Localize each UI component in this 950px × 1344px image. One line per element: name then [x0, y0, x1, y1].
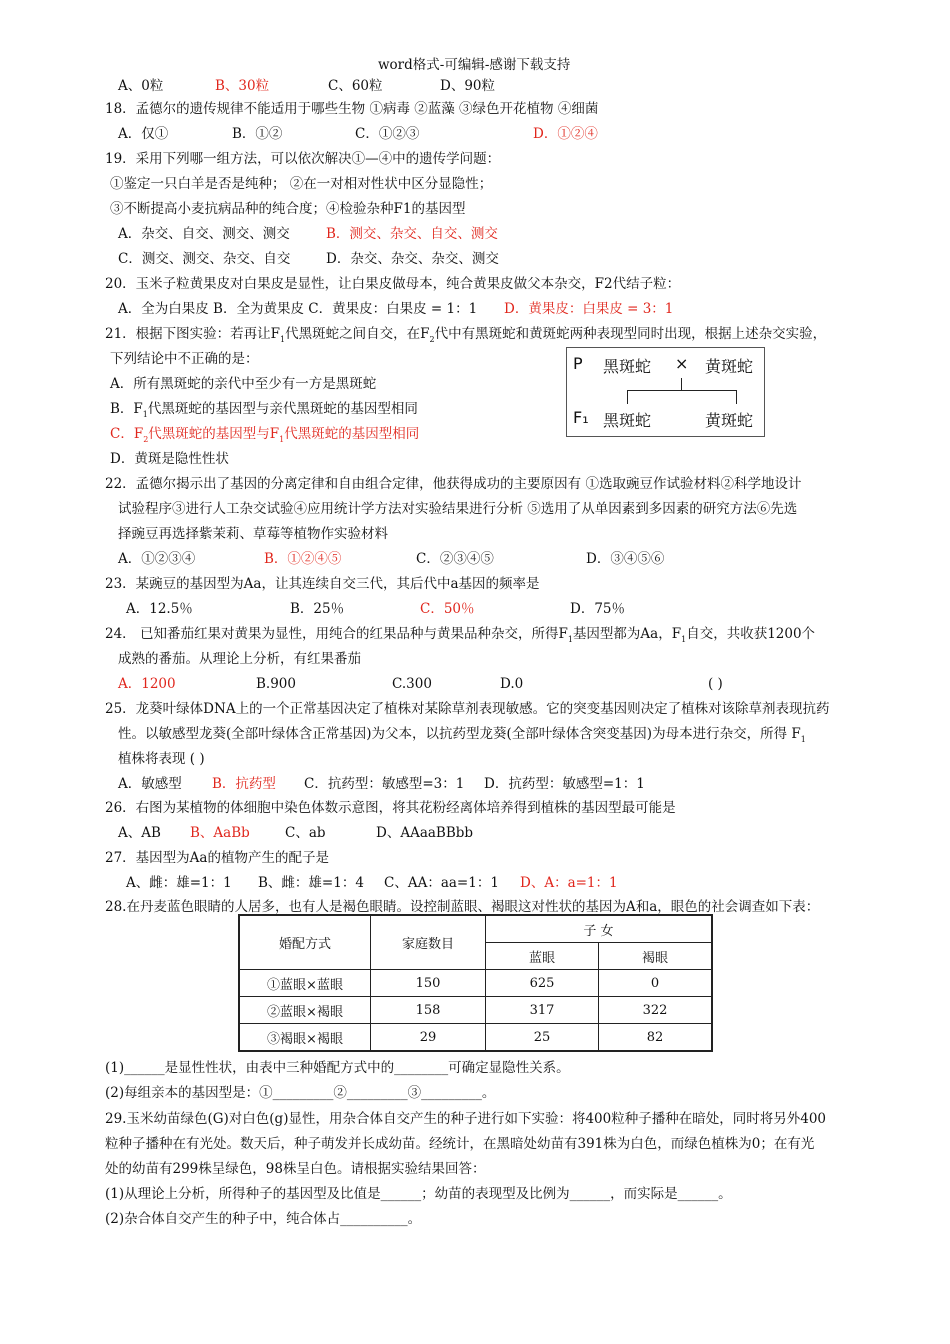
header-mating: 婚配方式	[239, 915, 371, 970]
table-row	[239, 970, 712, 997]
q18-option-c: C．①②③	[355, 126, 420, 142]
q24-option-a: A．1200	[118, 676, 176, 692]
q29-subquestion-2: (2)杂合体自交产生的种子中，纯合体占__________。	[105, 1211, 422, 1227]
q19-stem: 19．采用下列哪一组方法，可以依次解决①—④中的遗传学问题：	[105, 151, 501, 167]
q18-option-a: A．仅①	[118, 126, 169, 142]
q25-stem-3: 植株将表现 ( )	[118, 751, 205, 767]
q22-stem-2: 试验程序③进行人工杂交试验④应用统计学方法对实验结果进行分析 ⑤选用了从单因素到多因素的研究方法⑥先选	[118, 501, 798, 517]
table-row	[239, 1024, 712, 1052]
q18-option-b: B．①②	[232, 126, 283, 142]
header-families: 家庭数目	[371, 915, 486, 970]
q29-subquestion-1: (1)从理论上分析，所得种子的基因型及比值是______；幼苗的表现型及比例为______，而实际是______。	[105, 1186, 732, 1202]
cross-line-vertical	[681, 378, 682, 390]
q26-stem: 26．右图为某植物的体细胞中染色体数示意图，将其花粉经离体培养得到植株的基因型最可能是	[105, 800, 676, 816]
cell-mating: ②蓝眼×褐眼	[239, 997, 371, 1024]
q23-option-b: B．25％	[290, 601, 345, 617]
q21-stem: 21．根据下图实验：若再让$F_1$代黑斑蛇之间自交，在$F_2$代中有黑斑蛇和黄斑蛇两种表现型同时出现，根据上述杂交实验，	[105, 326, 827, 344]
q25-stem-2: 性。以敏感型龙葵(全部叶绿体含正常基因)为父本，以抗药型龙葵(全部叶绿体含突变基因)为母本进行杂交，所得 $F_1$	[118, 726, 806, 744]
q19-option-b: B．测交、杂交、自交、测交	[326, 226, 498, 242]
cell-blue: 317	[486, 997, 599, 1024]
q17-option-d: D、90粒	[440, 78, 496, 94]
q19-option-d: D．杂交、杂交、杂交、测交	[326, 251, 499, 267]
header-brown: 褐眼	[599, 943, 713, 970]
q27-option-a: A、雌：雄=1：1	[126, 875, 232, 891]
cell-families: 29	[371, 1024, 486, 1052]
cell-blue: 625	[486, 970, 599, 997]
q23-option-d: D．75％	[570, 601, 626, 617]
q24-answer-paren: ( )	[708, 676, 723, 692]
q21-option-c: C．$F_2$代黑斑蛇的基因型与$F_1$代黑斑蛇的基因型相同	[110, 426, 420, 444]
q25-option-a: A．敏感型	[118, 776, 182, 792]
q28-subquestion-2: (2)每组亲本的基因型是：①_________②_________③_________。	[105, 1085, 496, 1101]
q25-option-d: D．抗药型：敏感型=1：1	[484, 776, 645, 792]
parent-black-snake: 黑斑蛇	[603, 357, 652, 376]
f1-black-snake: 黑斑蛇	[603, 411, 652, 430]
q22-option-d: D．③④⑤⑥	[586, 551, 665, 567]
header-blue: 蓝眼	[486, 943, 599, 970]
q25-option-c: C．抗药型：敏感型=3：1	[304, 776, 465, 792]
q22-option-b: B．①②④⑤	[264, 551, 342, 567]
q21-stem-2: 下列结论中不正确的是：	[110, 351, 259, 367]
q21-option-d: D．黄斑是隐性性状	[110, 451, 229, 467]
cell-blue: 25	[486, 1024, 599, 1052]
q28-subquestion-1: (1)______是显性性状，由表中三种婚配方式中的________可确定显隐性关系。	[105, 1060, 570, 1076]
page-header: word格式-可编辑-感谢下载支持	[378, 57, 571, 73]
q23-option-a: A．12.5％	[126, 601, 193, 617]
q21-option-b: B．$F_1$代黑斑蛇的基因型与亲代黑斑蛇的基因型相同	[110, 401, 418, 419]
q17-option-c: C、60粒	[328, 78, 383, 94]
cell-mating: ③褐眼×褐眼	[239, 1024, 371, 1052]
cell-families: 150	[371, 970, 486, 997]
q22-stem-3: 择豌豆再选择紫茉莉、草莓等植物作实验材料	[118, 526, 388, 542]
cell-brown: 322	[599, 997, 713, 1024]
q25-option-b: B．抗药型	[212, 776, 276, 792]
q25-stem-1: 25．龙葵叶绿体DNA上的一个正常基因决定了植株对某除草剂表现敏感。它的突变基因则决定了植株对该除草剂表现抗药	[105, 701, 830, 717]
q17-option-a: A、0粒	[118, 78, 164, 94]
q29-stem-3: 处的幼苗有299株呈绿色，98株呈白色。请根据实验结果回答：	[105, 1161, 486, 1177]
q24-stem-2: 成熟的番茄。从理论上分析，有红果番茄	[118, 651, 361, 667]
f1-label: F₁	[573, 408, 589, 427]
q27-option-b: B、雌：雄=1：4	[258, 875, 364, 891]
cross-symbol: ×	[675, 354, 689, 373]
q22-option-a: A．①②③④	[118, 551, 196, 567]
q29-stem-1: 29.玉米幼苗绿色(G)对白色(g)显性，用杂合体自交产生的种子进行如下实验：将400粒种子播种在暗处，同时将另外400	[105, 1111, 826, 1127]
q26-option-b: B、AaBb	[190, 825, 250, 841]
f1-yellow-snake: 黄斑蛇	[705, 411, 754, 430]
q26-option-c: C、ab	[285, 825, 326, 841]
cell-brown: 0	[599, 970, 713, 997]
q22-stem-1: 22．孟德尔揭示出了基因的分离定律和自由组合定律，他获得成功的主要原因有 ①选取豌豆作试验材料②科学地设计	[105, 476, 802, 492]
cross-line-horizontal	[627, 390, 737, 391]
cell-brown: 82	[599, 1024, 713, 1052]
eye-color-table	[238, 914, 713, 1052]
q20-stem: 20．玉米子粒黄果皮对白果皮是显性，让白果皮做母本，纯合黄果皮做父本杂交，F2代结子粒：	[105, 276, 681, 292]
q22-option-c: C．②③④⑤	[416, 551, 494, 567]
q20-options-abc: A．全为白果皮 B．全为黄果皮 C．黄果皮：白果皮 = 1：1	[118, 301, 478, 317]
q19-item-2: ③不断提高小麦抗病品种的纯合度；④检验杂种F1的基因型	[110, 201, 466, 217]
q26-option-a: A、AB	[118, 825, 161, 841]
cell-families: 158	[371, 997, 486, 1024]
q24-option-c: C.300	[392, 676, 432, 692]
q23-stem: 23．某豌豆的基因型为Aa，让其连续自交三代，其后代中a基因的频率是	[105, 576, 540, 592]
snake-cross-diagram	[566, 347, 765, 437]
q19-option-a: A．杂交、自交、测交、测交	[118, 226, 290, 242]
q29-stem-2: 粒种子播种在有光处。数天后，种子萌发并长成幼苗。经统计，在黑暗处幼苗有391株为白色，而绿色植株为0；在有光	[105, 1136, 815, 1152]
q28-stem: 28.在丹麦蓝色眼睛的人居多，也有人是褐色眼睛。设控制蓝眼、褐眼这对性状的基因为A和a，眼色的社会调查如下表：	[105, 899, 820, 915]
q26-option-d: D、AAaaBBbb	[376, 825, 474, 841]
q19-option-c: C．测交、测交、杂交、自交	[118, 251, 291, 267]
q24-stem-1: 24． 已知番茄红果对黄果为显性，用纯合的红果品种与黄果品种杂交，所得$F_1$基因型都为Aa，$F_1$自交，共收获1200个	[105, 626, 816, 644]
table-row	[239, 997, 712, 1024]
q23-option-c: C．50％	[420, 601, 475, 617]
q21-option-a: A．所有黑斑蛇的亲代中至少有一方是黑斑蛇	[110, 376, 377, 392]
parent-label: P	[573, 354, 583, 373]
cell-mating: ①蓝眼×蓝眼	[239, 970, 371, 997]
q27-option-c: C、AA：aa=1：1	[384, 875, 499, 891]
cross-line-left	[627, 390, 628, 404]
q24-option-b: B.900	[256, 676, 296, 692]
header-children: 子 女	[486, 915, 713, 943]
q18-stem: 18．孟德尔的遗传规律不能适用于哪些生物 ①病毒 ②蓝藻 ③绿色开花植物 ④细菌	[105, 101, 599, 117]
q20-option-d: D．黄果皮：白果皮 = 3：1	[504, 301, 674, 317]
q18-option-d: D．①②④	[533, 126, 598, 142]
cross-line-right	[736, 390, 737, 404]
q24-option-d: D.0	[500, 676, 524, 692]
q17-option-b: B、30粒	[215, 78, 270, 94]
q27-option-d: D、A：a=1：1	[520, 875, 618, 891]
q27-stem: 27．基因型为Aa的植物产生的配子是	[105, 850, 329, 866]
q19-item-1: ①鉴定一只白羊是否是纯种； ②在一对相对性状中区分显隐性；	[110, 176, 493, 192]
parent-yellow-snake: 黄斑蛇	[705, 357, 754, 376]
